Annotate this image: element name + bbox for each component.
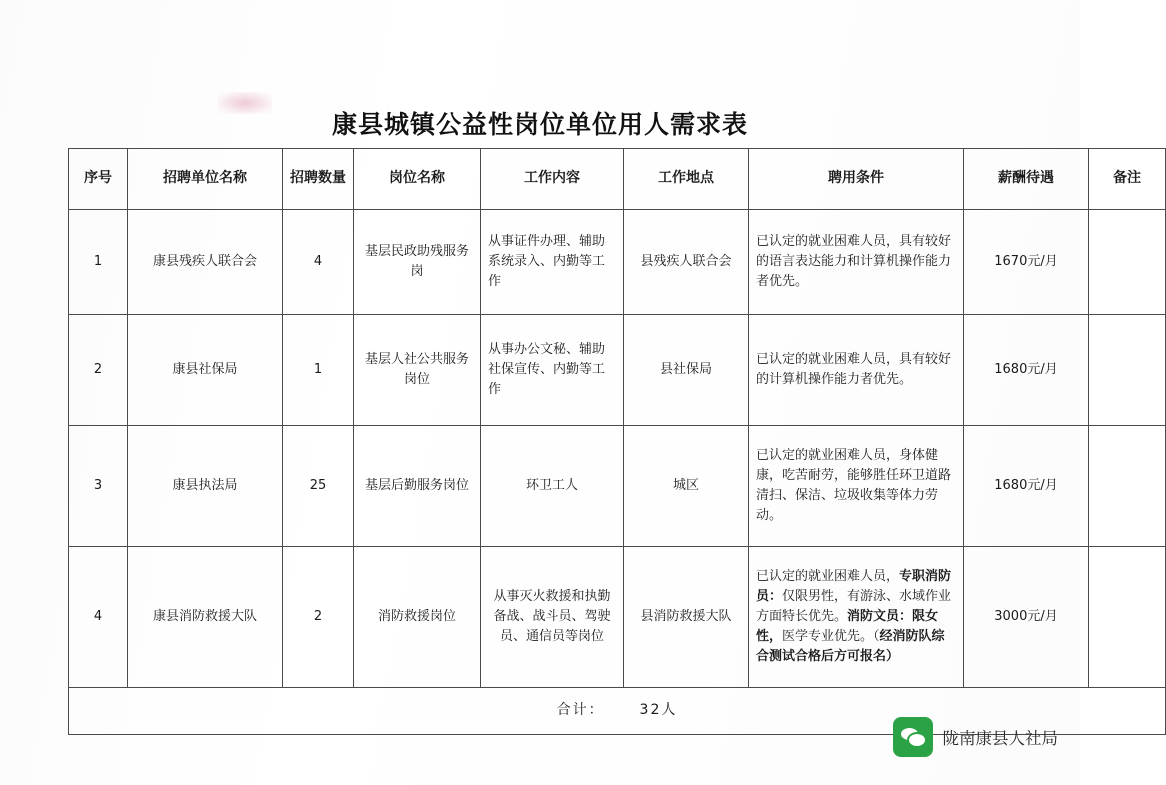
column-header-index: 序号 bbox=[69, 149, 128, 210]
wechat-icon bbox=[893, 717, 933, 757]
page-title: 康县城镇公益性岗位单位用人需求表 bbox=[331, 110, 748, 139]
cell-index: 1 bbox=[69, 210, 128, 315]
column-header-count: 招聘数量 bbox=[283, 149, 354, 210]
column-header-post: 岗位名称 bbox=[354, 149, 481, 210]
condition-emphasis: 经消防队综合测试合格后方可报名） bbox=[756, 629, 945, 665]
table-row bbox=[69, 547, 1166, 688]
wechat-account-name: 陇南康县人社局 bbox=[942, 729, 1058, 748]
cell-unit: 康县残疾人联合会 bbox=[128, 210, 283, 315]
total-value: 32人 bbox=[639, 702, 678, 719]
condition-text: 仅限男性，有游泳、水域作业方面特长优先。 bbox=[756, 588, 952, 624]
cell-content: 从事办公文秘、辅助社保宣传、内勤等工作 bbox=[481, 315, 624, 426]
cell-pay: 1680元/月 bbox=[964, 426, 1089, 547]
cell-content: 从事灭火救援和执勤备战、战斗员、驾驶员、通信员等岗位 bbox=[481, 547, 624, 688]
cell-condition: 已认定的就业困难人员，具有较好的语言表达能力和计算机操作能力者优先。 bbox=[749, 210, 964, 315]
requirements-table bbox=[68, 148, 1166, 735]
cell-place: 县消防救援大队 bbox=[624, 547, 749, 688]
column-header-condition: 聘用条件 bbox=[749, 149, 964, 210]
table-body bbox=[69, 210, 1166, 735]
cell-post: 基层人社公共服务岗位 bbox=[354, 315, 481, 426]
column-header-content: 工作内容 bbox=[481, 149, 624, 210]
wechat-account-footer bbox=[893, 717, 1059, 757]
cell-condition-rich bbox=[749, 547, 964, 688]
cell-unit: 康县社保局 bbox=[128, 315, 283, 426]
cell-count: 4 bbox=[283, 210, 354, 315]
cell-place: 县社保局 bbox=[624, 315, 749, 426]
cell-condition: 已认定的就业困难人员，身体健康，吃苦耐劳，能够胜任环卫道路清扫、保洁、垃圾收集等体力劳动。 bbox=[749, 426, 964, 547]
table-header-row bbox=[69, 149, 1166, 210]
cell-index: 4 bbox=[69, 547, 128, 688]
condition-text: 已认定的就业困难人员， bbox=[756, 568, 900, 584]
cell-post: 基层民政助残服务岗 bbox=[354, 210, 481, 315]
cell-content: 从事证件办理、辅助系统录入、内勤等工作 bbox=[481, 210, 624, 315]
cell-pay: 1680元/月 bbox=[964, 315, 1089, 426]
cell-count: 25 bbox=[283, 426, 354, 547]
cell-note bbox=[1089, 547, 1166, 688]
cell-count: 1 bbox=[283, 315, 354, 426]
cell-post: 基层后勤服务岗位 bbox=[354, 426, 481, 547]
cell-place: 县残疾人联合会 bbox=[624, 210, 749, 315]
cell-unit: 康县执法局 bbox=[128, 426, 283, 547]
cell-unit: 康县消防救援大队 bbox=[128, 547, 283, 688]
cell-index: 3 bbox=[69, 426, 128, 547]
cell-post: 消防救援岗位 bbox=[354, 547, 481, 688]
cell-content: 环卫工人 bbox=[481, 426, 624, 547]
column-header-unit: 招聘单位名称 bbox=[128, 149, 283, 210]
column-header-note: 备注 bbox=[1089, 149, 1166, 210]
condition-emphasis: 消防文员：限女性， bbox=[756, 608, 939, 645]
total-label: 合计： bbox=[556, 702, 605, 719]
cell-condition: 已认定的就业困难人员，具有较好的计算机操作能力者优先。 bbox=[749, 315, 964, 426]
cell-note bbox=[1089, 426, 1166, 547]
table-row bbox=[69, 426, 1166, 547]
cell-note bbox=[1089, 315, 1166, 426]
condition-text: 医学专业优先。（ bbox=[782, 629, 880, 645]
cell-pay: 1670元/月 bbox=[964, 210, 1089, 315]
cell-place: 城区 bbox=[624, 426, 749, 547]
column-header-place: 工作地点 bbox=[624, 149, 749, 210]
cell-pay: 3000元/月 bbox=[964, 547, 1089, 688]
table-row bbox=[69, 315, 1166, 426]
table-header bbox=[69, 149, 1166, 210]
cell-note bbox=[1089, 210, 1166, 315]
cell-index: 2 bbox=[69, 315, 128, 426]
condition-emphasis: 专职消防员： bbox=[756, 568, 952, 604]
table-row bbox=[69, 210, 1166, 315]
cell-count: 2 bbox=[283, 547, 354, 688]
column-header-pay: 薪酬待遇 bbox=[964, 149, 1089, 210]
